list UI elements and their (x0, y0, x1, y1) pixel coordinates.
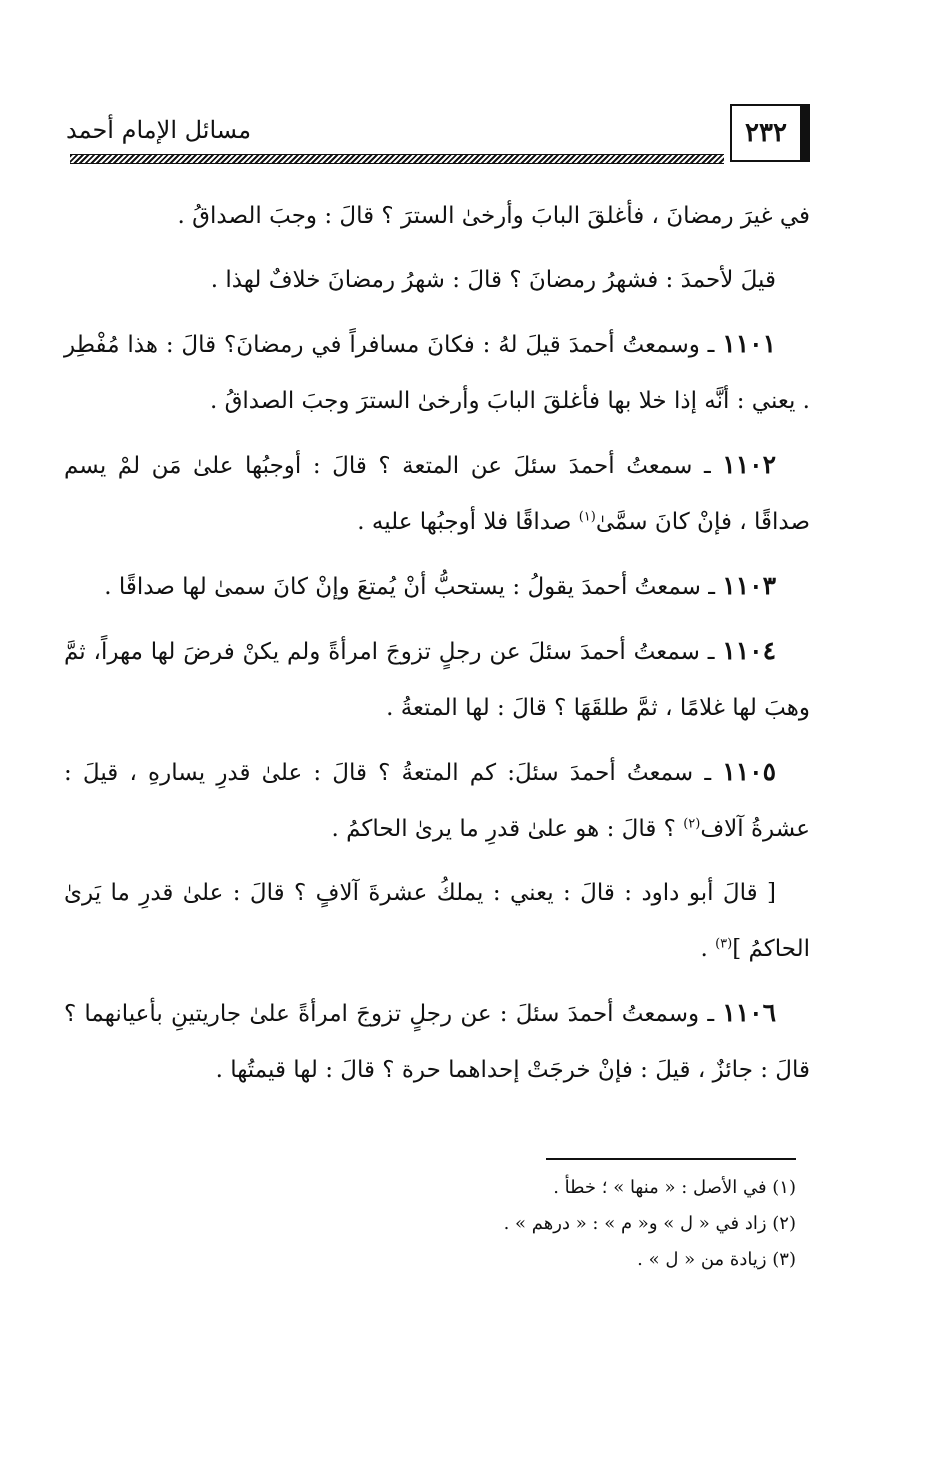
footnote-ref[interactable]: (٣) (715, 936, 733, 952)
paragraph (64, 252, 810, 308)
issue-number: ١١٠٤ (722, 636, 776, 665)
issue-paragraph (64, 316, 810, 429)
book-title: مسائل الإمام أحمد (66, 116, 252, 144)
issue-paragraph (64, 744, 810, 857)
footnote-ref[interactable]: (٢) (683, 816, 701, 832)
paragraph-text: ـ سمعتُ أحمدَ يقولُ : يستحبُّ أنْ يُمتعَ وإنْ كانَ سمىٰ لها صداقًا . (104, 574, 723, 600)
paragraph (64, 188, 810, 244)
paragraph-text: ـ وسمعتُ أحمدَ قيلَ لهُ : فكانَ مسافراً في رمضانَ؟ قالَ : هذا مُفْطِر . يعني : أنَّه إذا خلا بها فأغلقَ البابَ وأرخىٰ السترَ وجبَ الصداقُ . (64, 332, 810, 414)
footnote-ref[interactable]: (١) (578, 509, 596, 525)
paragraph-text: [ قالَ أبو داود : قالَ : يعني : يملكُ عشرةَ آلافٍ ؟ قالَ : علىٰ قدرِ ما يَرىٰ الحاكمُ ] (64, 880, 810, 962)
footnote-divider (546, 1158, 796, 1160)
issue-number: ١١٠٦ (722, 998, 776, 1027)
paragraph-text: ـ سمعتُ أحمدَ سئلَ عن رجلٍ تزوجَ امرأةً ولم يكنْ فرضَ لها مهراً، ثمَّ وهبَ لها غلامًا ، ثمَّ طلقَهَا ؟ قالَ : لها المتعةُ . (64, 639, 810, 721)
issue-paragraph (64, 623, 810, 736)
footnote: (٢) زاد في « ل » و« م » : « درهم » . (503, 1213, 796, 1234)
header-divider (70, 154, 724, 164)
paragraph-text: ـ سمعتُ أحمدَ سئلَ عن المتعة ؟ قالَ : أوجبُها علىٰ مَن لمْ يسم صداقًا ، فإنْ كانَ سمَّىٰ (64, 453, 810, 535)
paragraph-text: قيلَ لأحمدَ : فشهرُ رمضانَ ؟ قالَ : شهرُ رمضانَ خلافٌ لهذا . (210, 267, 776, 293)
issue-paragraph (64, 985, 810, 1098)
paragraph-text: في غيرَ رمضانَ ، فأغلقَ البابَ وأرخىٰ السترَ ؟ قالَ : وجبَ الصداقُ . (177, 203, 810, 229)
paragraph-text: ـ وسمعتُ أحمدَ سئلَ : عن رجلٍ تزوجَ امرأةً علىٰ جاريتينِ بأعيانهما ؟ قالَ : جائزٌ ، قيلَ : فإنْ خرجَتْ إحداهما حرة ؟ قالَ : لها قيمتُها . (64, 1001, 810, 1083)
paragraph-text: ـ سمعتُ أحمدَ سئلَ: كم المتعةُ ؟ قالَ : علىٰ قدرِ يسارهِ ، قيلَ : عشرةُ آلاف (64, 760, 810, 842)
issue-paragraph (64, 558, 810, 615)
paragraph (64, 865, 810, 977)
footnote: (١) في الأصل : « منها » ؛ خطأ . (553, 1177, 796, 1198)
paragraph-text: صداقًا فلا أوجبُها عليه . (357, 509, 579, 535)
issue-number: ١١٠١ (722, 329, 776, 358)
main-text (64, 188, 810, 1106)
paragraph-text: ؟ قالَ : هو علىٰ قدرِ ما يرىٰ الحاكمُ . (331, 816, 684, 842)
issue-number: ١١٠٥ (722, 757, 776, 786)
issue-number: ١١٠٢ (722, 450, 776, 479)
issue-number: ١١٠٣ (722, 571, 776, 600)
page-number: ٢٣٢ (730, 104, 810, 162)
page-header (66, 104, 810, 174)
paragraph-text: . (700, 936, 716, 962)
footnote: (٣) زيادة من « ل » . (637, 1249, 796, 1270)
footnotes (296, 1170, 796, 1278)
issue-paragraph (64, 437, 810, 550)
